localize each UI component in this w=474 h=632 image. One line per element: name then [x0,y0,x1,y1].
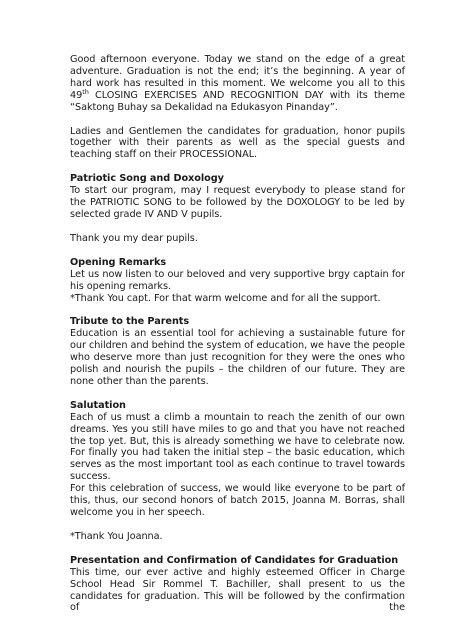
intro-text-1: Good afternoon everyone. Today we stand on the edge of a great adventure. Graduation is not the end; it’s the beginning. A year of hard work has resulted in this moment. We welcome you all to this 49 [70,54,405,101]
document-page [70,54,405,614]
opening-thanks: *Thank You capt. For that warm welcome and for all the support. [70,292,381,304]
ordinal-superscript: th [82,87,89,96]
presentation-heading: Presentation and Confirmation of Candidates for Graduation [70,554,399,566]
opening-heading: Opening Remarks [70,256,167,268]
salutation-body-1: Each of us must a climb a mountain to reach the zenith of our own dreams. Yes you still have miles to go and that you have not reached the top yet. But, this is already something we have to celebrate now. For finally you had taken the initial step – the basic education, which serves as the most important tool as each continue to travel towards success. [70,411,405,483]
tribute-body: Education is an essential tool for achieving a sustainable future for our children and behind the system of education, we have the people who deserve more than just recognition for they were the ones who polish and nourish the pupils – the children of our future. They are none other than the parents. [70,328,405,387]
opening-body: Let us now listen to our beloved and very supportive brgy captain for his opening remarks. [70,268,405,292]
salutation-body-2: For this celebration of success, we would like everyone to be part of this, thus, our second honors of batch 2015, Joanna M. Borras, shall welcome you in her speech. [70,483,405,518]
patriotic-body: To start our program, may I request everybody to please stand for the PATRIOTIC SONG to be followed by the DOXOLOGY to be led by selected grade IV AND V pupils. [70,185,405,220]
tribute-heading: Tribute to the Parents [70,316,190,328]
patriotic-heading: Patriotic Song and Doxology [70,173,224,185]
presentation-body: This time, our ever active and highly esteemed Officer in Charge School Head Sir Rommel T. Bachiller, shall present to us the candidates for graduation. This will be followed by the confirmation of the [70,566,405,614]
ladies-paragraph: Ladies and Gentlemen the candidates for graduation, honor pupils together with their parents as well as the special guests and teaching staff on their PROCESSIONAL. [70,125,405,161]
salutation-thanks: *Thank You Joanna. [70,530,163,542]
patriotic-thanks: Thank you my dear pupils. [70,232,198,244]
intro-text-2: CLOSING EXERCISES AND RECOGNITION DAY with its theme “Saktong Buhay sa Dekalidad na Edukasyon Pinanday”. [70,89,405,113]
salutation-heading: Salutation [70,399,126,411]
intro-paragraph [70,54,405,114]
